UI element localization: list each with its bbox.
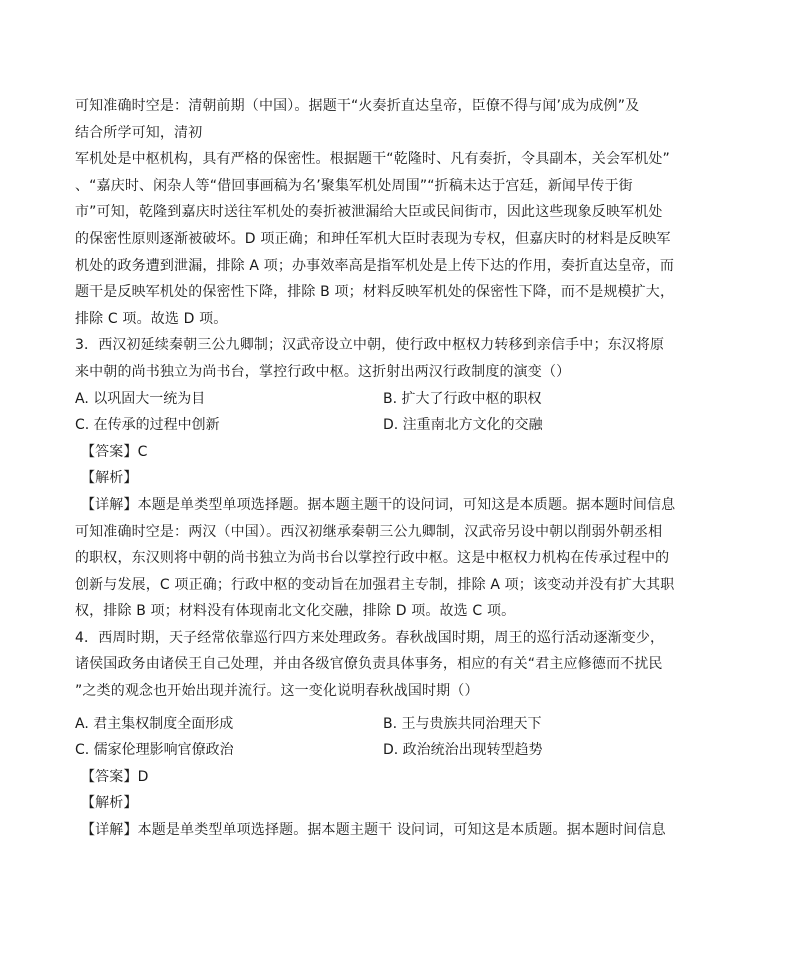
option-d: D. 注重南北方文化的交融 <box>383 417 543 434</box>
answer-label: 【答案】C <box>81 443 148 460</box>
options-row <box>75 711 675 738</box>
text-line: 可知准确时空是：清朝前期（中国）。据题干“火奏折直达皇帝，臣僚不得与闻’成为成例”及 <box>75 98 640 114</box>
previous-analysis-block <box>75 93 675 332</box>
text-line: 结合所学可知，清初 <box>75 124 203 141</box>
text-line: 市”可知，乾隆到嘉庆时送往军机处的奏折被泄漏给大臣或民间街市，因此这些现象反映军机处 <box>75 204 663 221</box>
text-line: 排除 C 项。故选 D 项。 <box>75 310 228 327</box>
answer-label: 【答案】D <box>81 768 149 785</box>
text-line: 军机处是中枢机构，具有严格的保密性。根据题干“乾隆时、凡有奏折，令具副本，关会军机处” <box>75 151 670 168</box>
detail-text: 权，排除 B 项；材料没有体现南北文化交融，排除 D 项。故选 C 项。 <box>75 603 516 620</box>
option-d: D. 政治统治出现转型趋势 <box>383 742 543 759</box>
question-stem: 4．西周时期，天子经常依靠巡行四方来处理政务。春秋战国时期，周王的巡行活动逐渐变少， <box>75 629 665 646</box>
options-row <box>75 412 675 439</box>
detail-text: 【详解】本题是单类型单项选择题。据本题主题干 设问词，可知这是本质题。据本题时间信息 <box>81 822 666 839</box>
text-line: 的保密性原则逐渐被破坏。D 项正确；和珅任军机大臣时表现为专权，但嘉庆时的材料是反映军 <box>75 230 671 247</box>
detail-text: 【详解】本题是单类型单项选择题。据本题主题干的设问词，可知这是本质题。据本题时间信息 <box>81 496 676 513</box>
detail-text: 可知准确时空是：两汉（中国）。西汉初继承秦朝三公九卿制，汉武帝另设中朝以削弱外朝丞相 <box>75 523 663 540</box>
analysis-label: 【解析】 <box>81 470 138 487</box>
option-b: B. 扩大了行政中枢的职权 <box>383 390 542 407</box>
text-line: 机处的政务遭到泄漏，排除 A 项；办事效率高是指军机处是上传下达的作用，奏折直达皇帝，而 <box>75 257 675 274</box>
question-stem: 来中朝的尚书独立为尚书台，掌控行政中枢。这折射出两汉行政制度的演变（） <box>75 363 571 380</box>
detail-text: 的职权，东汉则将中朝的尚书独立为尚书台以掌控行政中枢。这是中枢权力机构在传承过程中的 <box>75 550 670 567</box>
text-line: 、“嘉庆时、闲杂人等“借回事画稿为名’聚集军机处周围”“折稿未达于宫廷，新闻早传于街 <box>75 177 633 194</box>
document-page <box>75 93 675 844</box>
question-stem: ”之类的观念也开始出现并流行。这一变化说明春秋战国时期（） <box>75 683 479 700</box>
option-b: B. 王与贵族共同治理天下 <box>383 715 542 732</box>
question-3 <box>75 332 675 625</box>
analysis-label: 【解析】 <box>81 795 138 812</box>
question-stem: 诸侯国政务由诸侯王自己处理，并由各级官僚负责具体事务，相应的有关“君主应修德而不扰民 <box>75 656 663 673</box>
text-line: 题干是反映军机处的保密性下降，排除 B 项；材料反映军机处的保密性下降，而不是规模扩大， <box>75 284 675 301</box>
option-a: A. 君主集权制度全面形成 <box>75 715 234 732</box>
question-stem: 3．西汉初延续秦朝三公九卿制；汉武帝设立中朝，使行政中枢权力转移到亲信手中；东汉将原 <box>75 337 665 354</box>
detail-text: 创新与发展，C 项正确；行政中枢的变动旨在加强君主专制，排除 A 项；该变动并没有扩大其职 <box>75 576 675 593</box>
option-c: C. 儒家伦理影响官僚政治 <box>75 742 234 759</box>
question-4 <box>75 625 675 844</box>
option-c: C. 在传承的过程中创新 <box>75 417 220 434</box>
option-a: A. 以巩固大一统为目 <box>75 390 206 407</box>
options-row <box>75 737 675 764</box>
options-row <box>75 386 675 413</box>
